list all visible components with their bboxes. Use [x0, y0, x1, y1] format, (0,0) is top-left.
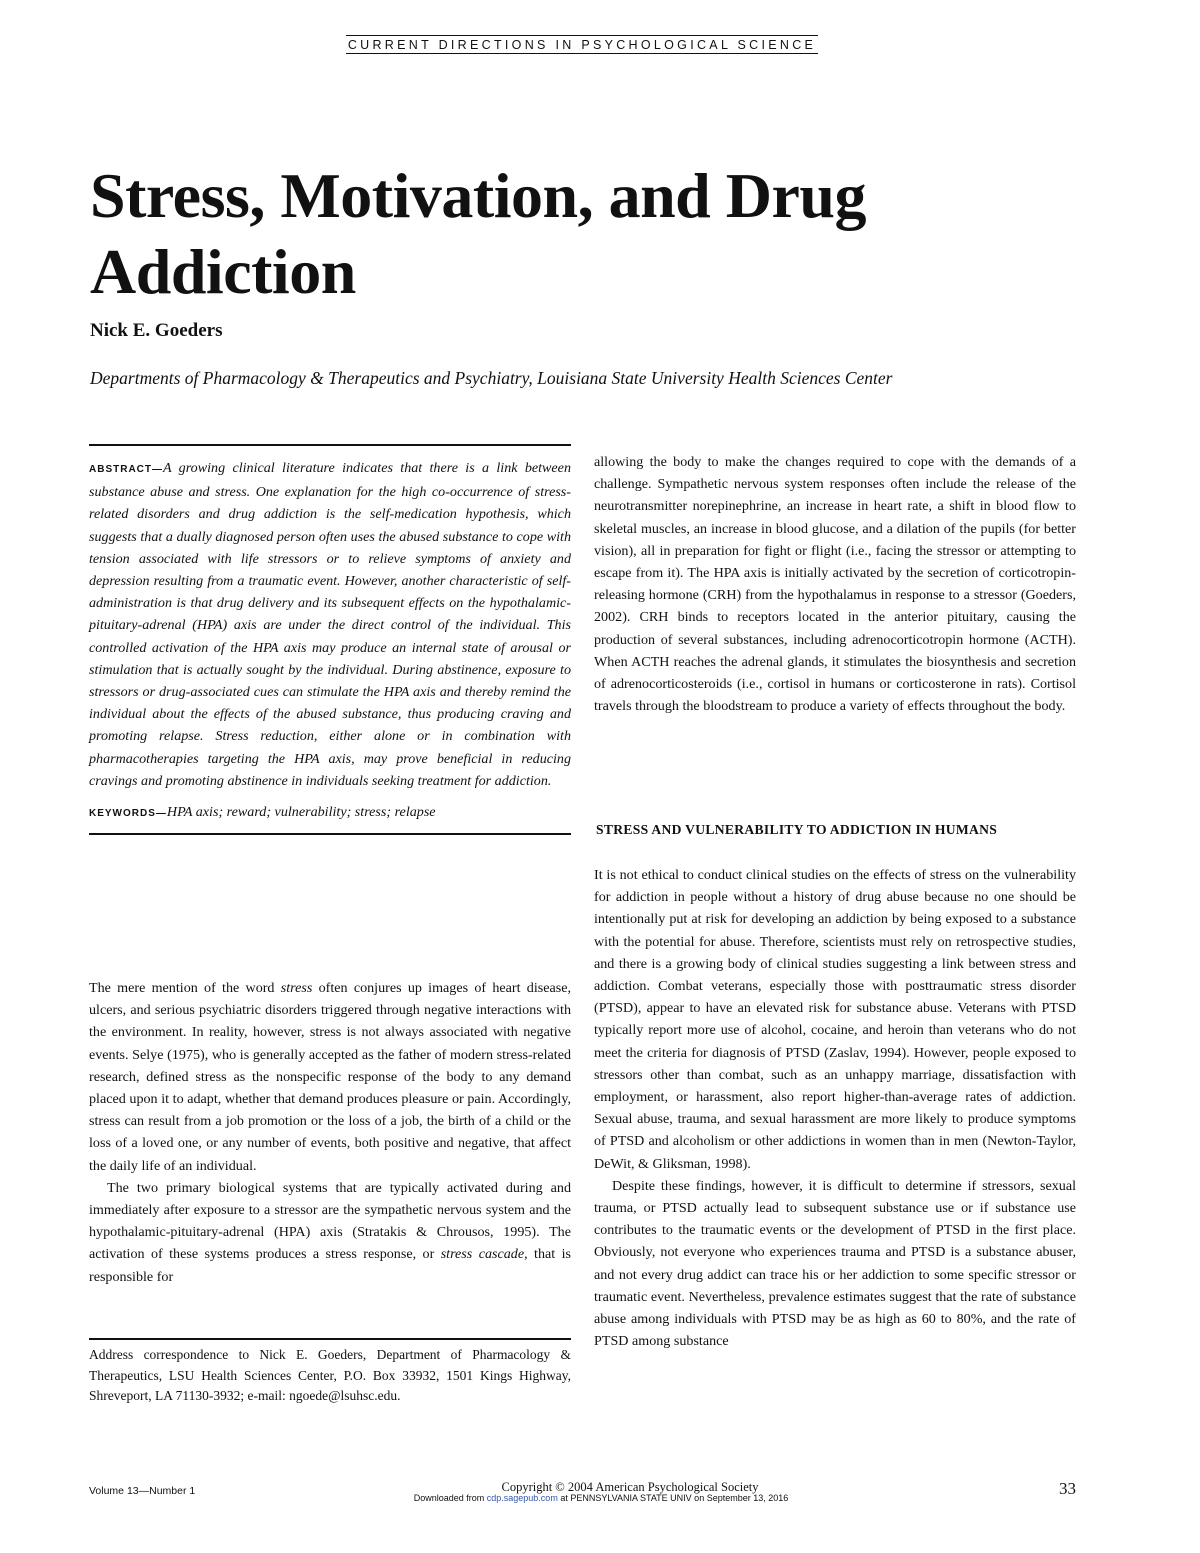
- keywords-label: KEYWORDS—: [89, 808, 167, 820]
- author-name: Nick E. Goeders: [90, 320, 223, 341]
- right-column-body-bottom: [594, 864, 1076, 1352]
- keywords: [89, 801, 571, 825]
- footnote-rule: [89, 1338, 571, 1340]
- volume-issue: Volume 13—Number 1: [89, 1485, 196, 1497]
- download-watermark: [396, 1492, 806, 1504]
- download-suffix: at PENNSYLVANIA STATE UNIV on September 13, 2016: [557, 1493, 789, 1503]
- p2-text-a: The two primary biological systems that are typically activated during and immediately after exposure to a stressor are the sympathetic nervous system and the hypothalamic-pituitary-adrenal (HPA) axis (Stratakis & Chrousos, 1995). The activation of these systems produces a stress response, or: [89, 1179, 571, 1263]
- abstract-text: A growing clinical literature indicates that there is a link between substance abuse and stress. One explanation for the high co-occurrence of stress-related disorders and drug addiction is the self-medication hypothesis, which suggests that a dually diagnosed person often uses the abused substance to cope with tension associated with life stressors or to relieve symptoms of anxiety and depression resulting from a traumatic event. However, another characteristic of self-administration is that drug delivery and its subsequent effects on the hypothalamic-pituitary-adrenal (HPA) axis are under the direct control of the individual. This controlled activation of the HPA axis may produce an internal state of arousal or stimulation that is actually sought by the individual. During abstinence, exposure to stressors or drug-associated cues can stimulate the HPA axis and thereby remind the individual about the effects of the abused substance, thus producing craving and promoting relapse. Stress reduction, either alone or in combination with pharmacotherapies targeting the HPA axis, may prove beneficial in reducing cravings and promoting abstinence in individuals seeking treatment for addiction.: [89, 460, 571, 789]
- body-paragraph-4: It is not ethical to conduct clinical studies on the effects of stress on the vulnerability for addiction in people without a history of drug abuse because no one should be intentionally put at risk for developing an addiction by being exposed to a substance with the potential for abuse. Therefore, scientists must rely on retrospective studies, and there is a growing body of clinical studies suggesting a link between stress and addiction. Combat veterans, especially those with posttraumatic stress disorder (PTSD), appear to have an elevated risk for substance abuse. Veterans with PTSD typically report more use of alcohol, cocaine, and heroin than veterans who do not meet the criteria for diagnosis of PTSD (Zaslav, 1994). However, people exposed to stressors other than combat, such as an unhappy marriage, dissatisfaction with employment, or harassment, also report higher-than-average rates of addiction. Sexual abuse, trauma, and sexual harassment are more likely to produce symptoms of PTSD and alcoholism or other addictions in women than in men (Newton-Taylor, DeWit, & Gliksman, 1998).: [594, 867, 1076, 1172]
- abstract: [89, 457, 571, 792]
- p1-text-a: The mere mention of the word: [89, 980, 281, 996]
- download-link[interactable]: cdp.sagepub.com: [486, 1493, 558, 1503]
- section-heading: STRESS AND VULNERABILITY TO ADDICTION IN HUMANS: [596, 822, 998, 837]
- body-paragraph-3: allowing the body to make the changes required to cope with the demands of a challenge. Sympathetic nervous system responses often include the release of the neurotransmitter norepinephrine, an increase in heart rate, a shift in blood flow to skeletal muscles, an increase in blood glucose, and a dilation of the pupils (for better vision), all in preparation for fight or flight (i.e., facing the stressor or attempting to escape from it). The HPA axis is initially activated by the secretion of corticotropin-releasing hormone (CRH) from the hypothalamus in response to a stressor (Goeders, 2002). CRH binds to receptors located in the anterior pituitary, causing the production of several substances, including adrenocorticotropin hormone (ACTH). When ACTH reaches the adrenal glands, it stimulates the biosynthesis and secretion of adrenocorticosteroids (i.e., cortisol in humans or corticosterone in rats). Cortisol travels through the bloodstream to produce a variety of effects throughout the body.: [594, 454, 1076, 715]
- p2-text-b: , that is responsible for: [89, 1246, 571, 1285]
- author-affiliation: Departments of Pharmacology & Therapeutics and Psychiatry, Louisiana State University Health Sciences Center: [90, 368, 893, 388]
- correspondence-footnote: Address correspondence to Nick E. Goeders, Department of Pharmacology & Therapeutics, LSU Health Sciences Center, P.O. Box 33932, 1501 Kings Highway, Shreveport, LA 71130-3932; e-mail: ngoede@lsuhsc.edu.: [89, 1347, 571, 1403]
- abstract-label: ABSTRACT—: [89, 464, 163, 475]
- article-title: Stress, Motivation, and Drug Addiction: [90, 160, 866, 307]
- p1-text-b: often conjures up images of heart disease, ulcers, and serious psychiatric disorders triggered through negative interactions with the environment. In reality, however, stress is not always associated with negative events. Selye (1975), who is generally accepted as the father of modern stress-related research, defined stress as the nonspecific response of the body to any demand placed upon it to adapt, whether that demand produces pleasure or pain. Accordingly, stress can result from a job promotion or the loss of a job, the birth of a child or the loss of a loved one, or any number of events, both positive and negative, that affect the daily life of an individual.: [89, 980, 571, 1174]
- page-number: 33: [1059, 1479, 1076, 1498]
- body-paragraph-1: [89, 977, 571, 1177]
- p1-emphasis: stress: [280, 980, 313, 996]
- download-prefix: Downloaded from: [413, 1493, 487, 1503]
- p2-emphasis: stress cascade: [440, 1246, 525, 1263]
- abstract-box: [89, 444, 571, 835]
- right-column-body-top: [594, 451, 1076, 717]
- left-column-body: [89, 977, 571, 1288]
- body-paragraph-5: Despite these findings, however, it is difficult to determine if stressors, sexual trauma, or PTSD actually lead to subsequent substance use or if substance use contributes to the traumatic events or the development of PTSD in the first place. Obviously, not everyone who experiences trauma and PTSD is a substance abuser, and not every drug addict can trace his or her addiction to some specific stressor or traumatic event. Nevertheless, prevalence estimates suggest that the rate of substance abuse among individuals with PTSD may be as high as 60 to 80%, and the rate of PTSD among substance: [594, 1177, 1076, 1350]
- running-head: CURRENT DIRECTIONS IN PSYCHOLOGICAL SCIENCE: [346, 35, 818, 54]
- copyright-line: Copyright © 2004 American Psychological Society: [501, 1480, 759, 1494]
- body-paragraph-2: [89, 1177, 571, 1288]
- keywords-text: HPA axis; reward; vulnerability; stress; relapse: [166, 804, 436, 821]
